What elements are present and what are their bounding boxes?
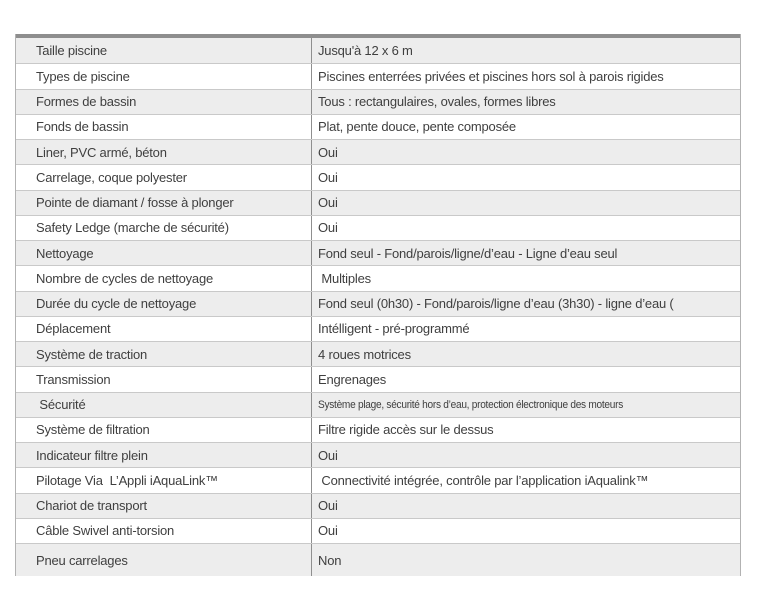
spec-label: Liner, PVC armé, béton bbox=[16, 140, 312, 164]
table-row bbox=[16, 190, 740, 215]
spec-value-text: Oui bbox=[318, 144, 338, 160]
spec-value-text: Oui bbox=[318, 195, 338, 211]
spec-value-text: Oui bbox=[318, 523, 338, 539]
spec-value bbox=[312, 393, 740, 417]
table-row bbox=[16, 139, 740, 164]
spec-value-text: Oui bbox=[318, 498, 338, 514]
spec-label: Pointe de diamant / fosse à plonger bbox=[16, 191, 312, 215]
spec-label: Durée du cycle de nettoyage bbox=[16, 292, 312, 316]
spec-value-text: Oui bbox=[318, 169, 338, 185]
spec-label: Sécurité bbox=[16, 393, 312, 417]
table-row bbox=[16, 518, 740, 543]
table-row bbox=[16, 215, 740, 240]
table-row bbox=[16, 291, 740, 316]
spec-label: Formes de bassin bbox=[16, 90, 312, 114]
spec-value bbox=[312, 216, 740, 240]
table-row bbox=[16, 240, 740, 265]
table-row bbox=[16, 63, 740, 88]
spec-label: Taille piscine bbox=[16, 38, 312, 63]
table-row bbox=[16, 392, 740, 417]
spec-value bbox=[312, 317, 740, 341]
table-row bbox=[16, 493, 740, 518]
spec-value-text: Filtre rigide accès sur le dessus bbox=[318, 422, 494, 438]
table-row bbox=[16, 316, 740, 341]
spec-table bbox=[15, 34, 741, 576]
table-row bbox=[16, 543, 740, 576]
spec-value bbox=[312, 367, 740, 391]
spec-value bbox=[312, 191, 740, 215]
spec-value-text: Système plage, sécurité hors d’eau, protection électronique des moteurs bbox=[318, 398, 623, 411]
spec-value bbox=[312, 241, 740, 265]
spec-value-text: Multiples bbox=[318, 270, 371, 286]
table-row bbox=[16, 417, 740, 442]
table-row bbox=[16, 164, 740, 189]
spec-value bbox=[312, 140, 740, 164]
spec-value-text: Jusqu'à 12 x 6 m bbox=[318, 43, 413, 59]
spec-value-text: Intélligent - pré-programmé bbox=[318, 321, 470, 337]
table-row bbox=[16, 341, 740, 366]
spec-value bbox=[312, 519, 740, 543]
spec-value bbox=[312, 165, 740, 189]
spec-value-text: Non bbox=[318, 552, 342, 568]
spec-label: Pilotage Via L’Appli iAquaLink™ bbox=[16, 468, 312, 492]
spec-value-text: Oui bbox=[318, 447, 338, 463]
spec-value-text: Fond seul (0h30) - Fond/parois/ligne d’eau (3h30) - ligne d’eau ( bbox=[318, 296, 674, 312]
spec-label: Chariot de transport bbox=[16, 494, 312, 518]
spec-value bbox=[312, 494, 740, 518]
spec-label: Pneu carrelages bbox=[16, 544, 312, 576]
table-row bbox=[16, 467, 740, 492]
table-row bbox=[16, 38, 740, 63]
table-row bbox=[16, 366, 740, 391]
spec-value-text: 4 roues motrices bbox=[318, 346, 411, 362]
spec-value bbox=[312, 38, 740, 63]
spec-value bbox=[312, 418, 740, 442]
table-row bbox=[16, 442, 740, 467]
spec-value-text: Piscines enterrées privées et piscines hors sol à parois rigides bbox=[318, 68, 664, 84]
spec-value bbox=[312, 115, 740, 139]
spec-value-text: Connectivité intégrée, contrôle par l’application iAqualink™ bbox=[318, 472, 649, 488]
spec-label: Transmission bbox=[16, 367, 312, 391]
spec-label: Nombre de cycles de nettoyage bbox=[16, 266, 312, 290]
table-rows bbox=[16, 38, 740, 576]
table-row bbox=[16, 265, 740, 290]
spec-value bbox=[312, 468, 740, 492]
table-row bbox=[16, 89, 740, 114]
spec-label: Déplacement bbox=[16, 317, 312, 341]
spec-value-text: Fond seul - Fond/parois/ligne/d’eau - Ligne d’eau seul bbox=[318, 245, 618, 261]
spec-value bbox=[312, 544, 740, 576]
spec-label: Câble Swivel anti-torsion bbox=[16, 519, 312, 543]
spec-value-text: Engrenages bbox=[318, 371, 387, 387]
spec-value bbox=[312, 90, 740, 114]
spec-label: Système de traction bbox=[16, 342, 312, 366]
spec-label: Fonds de bassin bbox=[16, 115, 312, 139]
spec-label: Indicateur filtre plein bbox=[16, 443, 312, 467]
spec-value bbox=[312, 443, 740, 467]
spec-label: Types de piscine bbox=[16, 64, 312, 88]
spec-value-text: Oui bbox=[318, 220, 338, 236]
table-row bbox=[16, 114, 740, 139]
spec-label: Système de filtration bbox=[16, 418, 312, 442]
spec-value bbox=[312, 64, 740, 88]
spec-label: Carrelage, coque polyester bbox=[16, 165, 312, 189]
spec-value-text: Plat, pente douce, pente composée bbox=[318, 119, 516, 135]
spec-label: Safety Ledge (marche de sécurité) bbox=[16, 216, 312, 240]
spec-value bbox=[312, 266, 740, 290]
spec-value bbox=[312, 342, 740, 366]
spec-label: Nettoyage bbox=[16, 241, 312, 265]
spec-value-text: Tous : rectangulaires, ovales, formes libres bbox=[318, 94, 556, 110]
spec-value bbox=[312, 292, 740, 316]
